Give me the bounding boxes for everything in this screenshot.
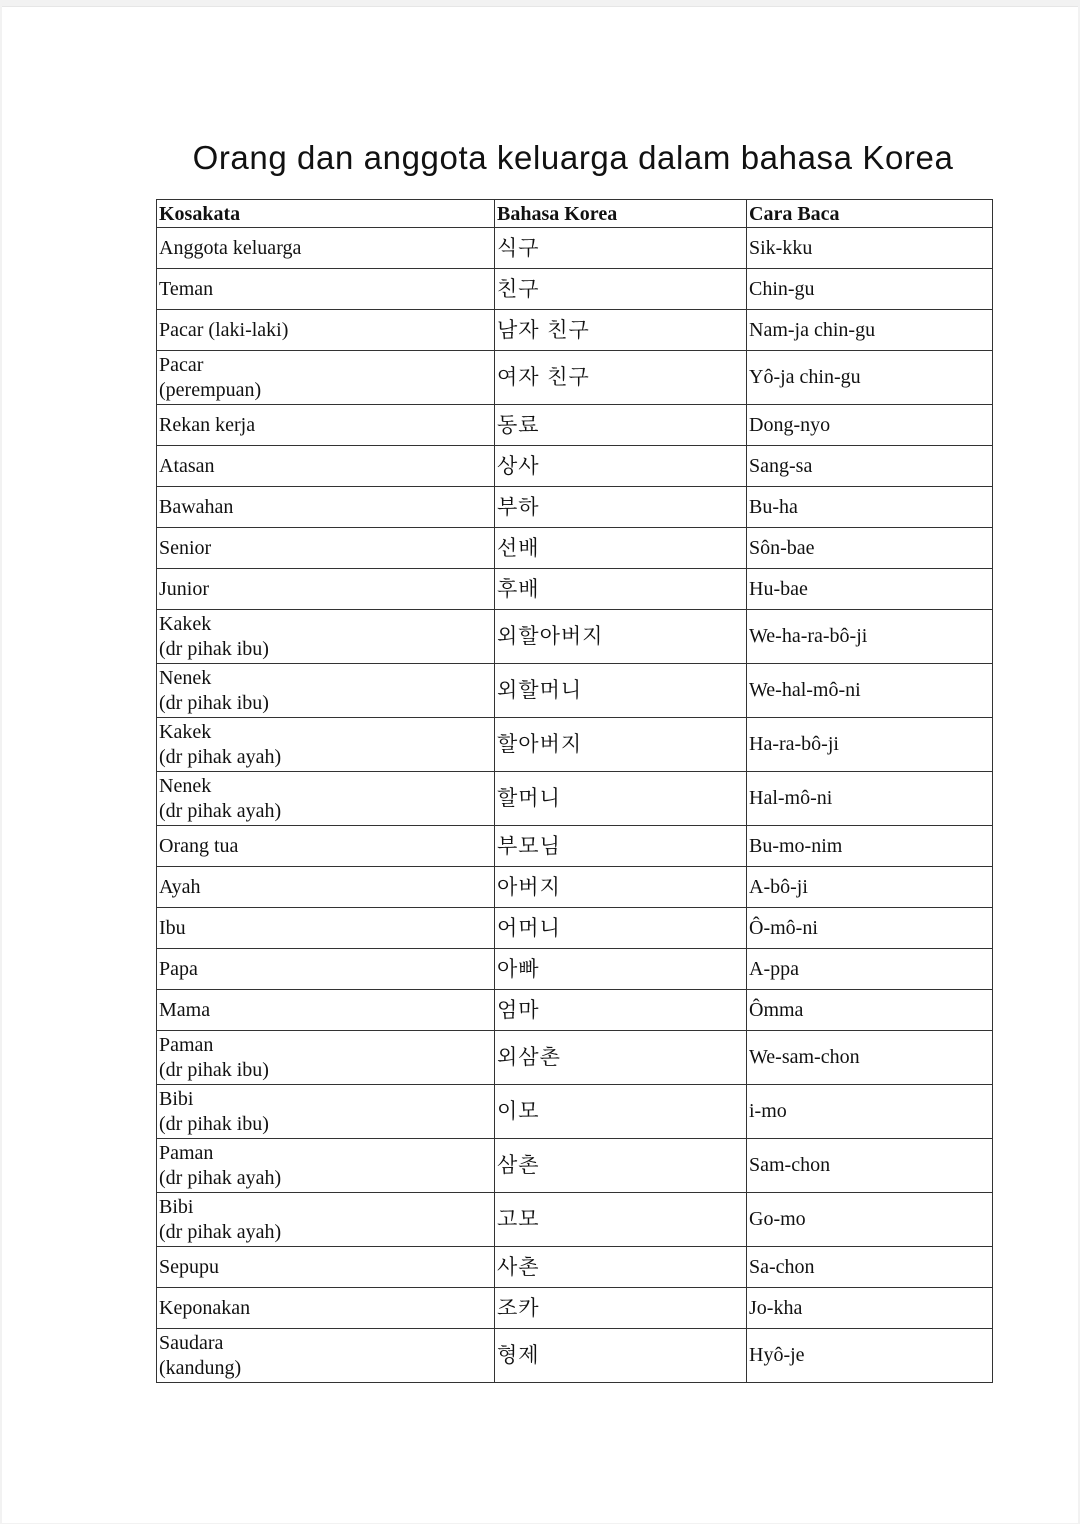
table-row [157, 1085, 993, 1139]
cell-kosakata: Junior [157, 569, 495, 610]
cell-cara-baca: Bu-mo-nim [747, 826, 993, 867]
table-row [157, 528, 993, 569]
document-title: Orang dan anggota keluarga dalam bahasa Korea [192, 139, 954, 176]
cell-kosakata: Atasan [157, 446, 495, 487]
table-row [157, 908, 993, 949]
cell-cara-baca: Nam-ja chin-gu [747, 310, 993, 351]
cell-kosakata: Nenek (dr pihak ibu) [157, 664, 495, 718]
table-row [157, 269, 993, 310]
cell-cara-baca: Sôn-bae [747, 528, 993, 569]
cell-kosakata: Orang tua [157, 826, 495, 867]
cell-kosakata: Kakek (dr pihak ibu) [157, 610, 495, 664]
cell-kosakata: Teman [157, 269, 495, 310]
table-row [157, 867, 993, 908]
table-row [157, 1193, 993, 1247]
table-row [157, 228, 993, 269]
cell-bahasa-korea: 부모님 [495, 826, 747, 867]
cell-bahasa-korea: 할머니 [495, 772, 747, 826]
cell-kosakata: Senior [157, 528, 495, 569]
cell-bahasa-korea: 고모 [495, 1193, 747, 1247]
cell-kosakata: Nenek (dr pihak ayah) [157, 772, 495, 826]
table-row [157, 826, 993, 867]
cell-kosakata: Saudara (kandung) [157, 1329, 495, 1383]
header-cara-baca: Cara Baca [747, 200, 993, 228]
cell-kosakata: Anggota keluarga [157, 228, 495, 269]
table-row [157, 949, 993, 990]
cell-bahasa-korea: 이모 [495, 1085, 747, 1139]
cell-bahasa-korea: 할아버지 [495, 718, 747, 772]
cell-bahasa-korea: 삼촌 [495, 1139, 747, 1193]
cell-cara-baca: Ômma [747, 990, 993, 1031]
cell-cara-baca: Dong-nyo [747, 405, 993, 446]
cell-cara-baca: Sa-chon [747, 1247, 993, 1288]
cell-bahasa-korea: 아버지 [495, 867, 747, 908]
table-row [157, 1031, 993, 1085]
cell-bahasa-korea: 선배 [495, 528, 747, 569]
cell-kosakata: Bibi (dr pihak ibu) [157, 1085, 495, 1139]
cell-bahasa-korea: 아빠 [495, 949, 747, 990]
cell-cara-baca: Ha-ra-bô-ji [747, 718, 993, 772]
cell-kosakata: Keponakan [157, 1288, 495, 1329]
cell-cara-baca: Go-mo [747, 1193, 993, 1247]
cell-cara-baca: A-ppa [747, 949, 993, 990]
cell-kosakata: Pacar (perempuan) [157, 351, 495, 405]
cell-bahasa-korea: 형제 [495, 1329, 747, 1383]
cell-kosakata: Paman (dr pihak ayah) [157, 1139, 495, 1193]
table-row [157, 310, 993, 351]
table-row [157, 487, 993, 528]
cell-bahasa-korea: 여자 친구 [495, 351, 747, 405]
table-row [157, 446, 993, 487]
cell-kosakata: Ayah [157, 867, 495, 908]
cell-bahasa-korea: 친구 [495, 269, 747, 310]
cell-cara-baca: Chin-gu [747, 269, 993, 310]
table-body [157, 228, 993, 1383]
table-row [157, 990, 993, 1031]
cell-cara-baca: Hal-mô-ni [747, 772, 993, 826]
cell-cara-baca: Hu-bae [747, 569, 993, 610]
table-row [157, 351, 993, 405]
cell-bahasa-korea: 외할머니 [495, 664, 747, 718]
cell-cara-baca: We-ha-ra-bô-ji [747, 610, 993, 664]
cell-bahasa-korea: 동료 [495, 405, 747, 446]
table-row [157, 405, 993, 446]
cell-cara-baca: Sik-kku [747, 228, 993, 269]
cell-cara-baca: A-bô-ji [747, 867, 993, 908]
cell-bahasa-korea: 상사 [495, 446, 747, 487]
table-row [157, 610, 993, 664]
cell-kosakata: Pacar (laki-laki) [157, 310, 495, 351]
table-row [157, 1247, 993, 1288]
cell-kosakata: Ibu [157, 908, 495, 949]
cell-bahasa-korea: 외삼촌 [495, 1031, 747, 1085]
cell-cara-baca: We-sam-chon [747, 1031, 993, 1085]
cell-cara-baca: Sam-chon [747, 1139, 993, 1193]
document-page [2, 6, 1078, 1523]
cell-kosakata: Rekan kerja [157, 405, 495, 446]
header-bahasa-korea: Bahasa Korea [495, 200, 747, 228]
cell-bahasa-korea: 사촌 [495, 1247, 747, 1288]
table-row [157, 664, 993, 718]
table-header-row [157, 200, 993, 228]
cell-cara-baca: Jo-kha [747, 1288, 993, 1329]
table-row [157, 1288, 993, 1329]
cell-kosakata: Bibi (dr pihak ayah) [157, 1193, 495, 1247]
cell-bahasa-korea: 조카 [495, 1288, 747, 1329]
cell-cara-baca: Hyô-je [747, 1329, 993, 1383]
cell-kosakata: Paman (dr pihak ibu) [157, 1031, 495, 1085]
table-row [157, 772, 993, 826]
cell-cara-baca: Sang-sa [747, 446, 993, 487]
table-row [157, 1139, 993, 1193]
table-row [157, 1329, 993, 1383]
cell-cara-baca: i-mo [747, 1085, 993, 1139]
cell-bahasa-korea: 식구 [495, 228, 747, 269]
cell-bahasa-korea: 후배 [495, 569, 747, 610]
header-kosakata: Kosakata [157, 200, 495, 228]
cell-bahasa-korea: 부하 [495, 487, 747, 528]
cell-bahasa-korea: 외할아버지 [495, 610, 747, 664]
cell-kosakata: Kakek (dr pihak ayah) [157, 718, 495, 772]
vocabulary-table [156, 199, 993, 1383]
cell-cara-baca: Ô-mô-ni [747, 908, 993, 949]
cell-cara-baca: Yô-ja chin-gu [747, 351, 993, 405]
cell-cara-baca: We-hal-mô-ni [747, 664, 993, 718]
cell-kosakata: Mama [157, 990, 495, 1031]
cell-kosakata: Papa [157, 949, 495, 990]
cell-bahasa-korea: 엄마 [495, 990, 747, 1031]
cell-bahasa-korea: 남자 친구 [495, 310, 747, 351]
table-row [157, 569, 993, 610]
cell-kosakata: Sepupu [157, 1247, 495, 1288]
cell-cara-baca: Bu-ha [747, 487, 993, 528]
table-row [157, 718, 993, 772]
cell-kosakata: Bawahan [157, 487, 495, 528]
cell-bahasa-korea: 어머니 [495, 908, 747, 949]
